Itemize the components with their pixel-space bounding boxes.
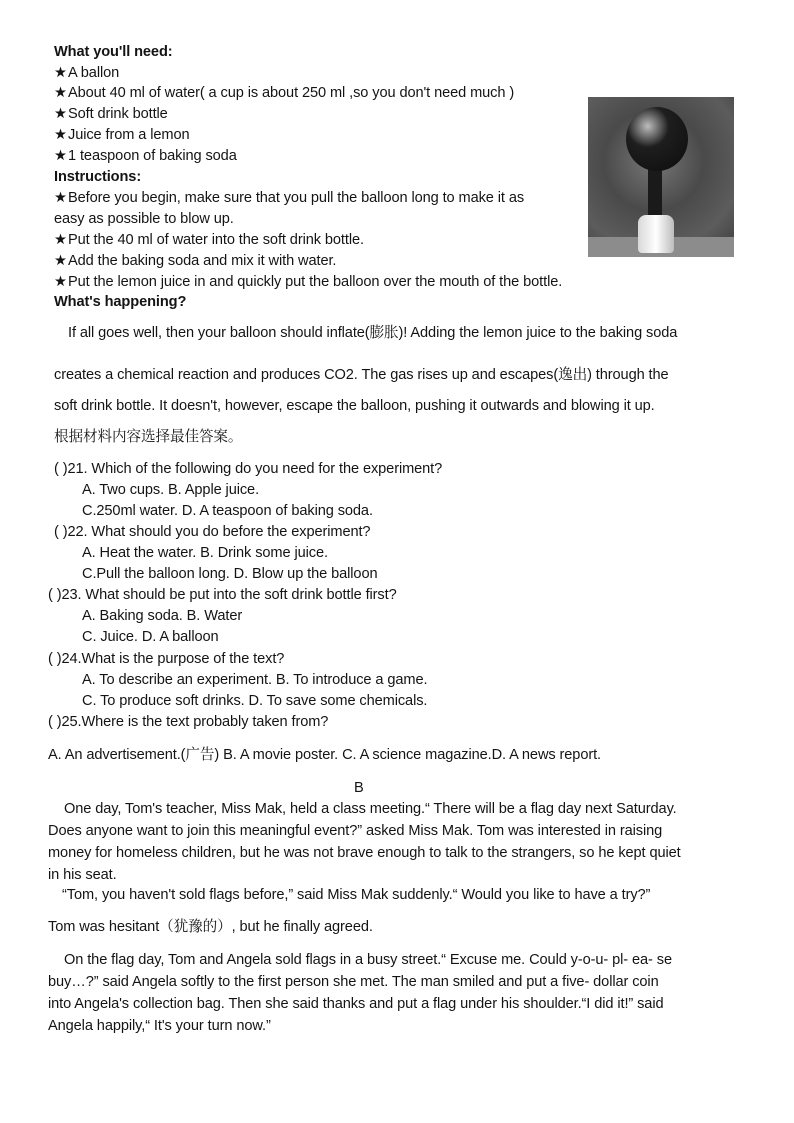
star-icon: ★ <box>54 85 67 101</box>
star-icon: ★ <box>54 253 67 269</box>
passage-b-text: in his seat. <box>48 867 117 883</box>
happening-text: If all goes well, then your balloon should inflate(膨胀)! Adding the lemon juice to the baking soda <box>68 325 678 341</box>
passage-b-text: buy…?” said Angela softly to the first person she met. The man smiled and put a five- dollar coin <box>48 974 659 990</box>
need-item: ★About 40 ml of water( a cup is about 250 ml ,so you don't need much ) <box>54 85 515 101</box>
passage-b-text: “Tom, you haven't sold flags before,” said Miss Mak suddenly.“ Would you like to have a try?” <box>62 887 651 903</box>
instruction-continuation: easy as possible to blow up. <box>54 211 234 227</box>
star-icon: ★ <box>54 65 67 81</box>
instruction-item: ★Before you begin, make sure that you pull the balloon long to make it as <box>54 190 525 206</box>
star-icon: ★ <box>54 127 67 143</box>
passage-b-text: money for homeless children, but he was not brave enough to talk to the strangers, so he kept quiet <box>48 845 681 861</box>
question-23-options: A. Baking soda. B. Water <box>82 608 243 624</box>
photo-balloon <box>626 107 688 171</box>
passage-b-text: into Angela's collection bag. Then she said thanks and put a flag under his shoulder.“I did it!” said <box>48 996 664 1012</box>
task-instruction: 根据材料内容选择最佳答案。 <box>54 429 243 445</box>
question-25: ( )25.Where is the text probably taken from? <box>48 714 329 730</box>
star-icon: ★ <box>54 232 67 248</box>
passage-b-text: Angela happily,“ It's your turn now.” <box>48 1018 271 1034</box>
happening-heading: What's happening? <box>54 294 187 310</box>
need-item: ★Soft drink bottle <box>54 106 168 122</box>
question-24-options: C. To produce soft drinks. D. To save some chemicals. <box>82 693 428 709</box>
need-item: ★A ballon <box>54 65 120 81</box>
question-21: ( )21. Which of the following do you need for the experiment? <box>54 461 443 477</box>
instruction-item: ★Put the lemon juice in and quickly put the balloon over the mouth of the bottle. <box>54 274 563 290</box>
question-25-options: A. An advertisement.(广告) B. A movie poster. C. A science magazine.D. A news report. <box>48 747 602 763</box>
star-icon: ★ <box>54 274 67 290</box>
need-item: ★Juice from a lemon <box>54 127 190 143</box>
question-21-options: C.250ml water. D. A teaspoon of baking soda. <box>82 503 373 519</box>
question-21-options: A. Two cups. B. Apple juice. <box>82 482 260 498</box>
need-item: ★1 teaspoon of baking soda <box>54 148 237 164</box>
passage-b-text: One day, Tom's teacher, Miss Mak, held a class meeting.“ There will be a flag day next Saturday. <box>64 801 677 817</box>
photo-bottle <box>638 215 674 253</box>
question-23-options: C. Juice. D. A balloon <box>82 629 219 645</box>
happening-text: soft drink bottle. It doesn't, however, escape the balloon, pushing it outwards and blowing it up. <box>54 398 655 414</box>
passage-b-text: Tom was hesitant（犹豫的）, but he finally agreed. <box>48 919 373 935</box>
star-icon: ★ <box>54 190 67 206</box>
question-24-options: A. To describe an experiment. B. To introduce a game. <box>82 672 428 688</box>
star-icon: ★ <box>54 148 67 164</box>
question-23: ( )23. What should be put into the soft drink bottle first? <box>48 587 397 603</box>
star-icon: ★ <box>54 106 67 122</box>
section-b-letter: B <box>354 780 364 796</box>
question-22-options: C.Pull the balloon long. D. Blow up the balloon <box>82 566 378 582</box>
question-22-options: A. Heat the water. B. Drink some juice. <box>82 545 328 561</box>
instruction-item: ★Put the 40 ml of water into the soft drink bottle. <box>54 232 364 248</box>
passage-b-text: On the flag day, Tom and Angela sold flags in a busy street.“ Excuse me. Could y-o-u- pl- ea- se <box>64 952 672 968</box>
question-22: ( )22. What should you do before the experiment? <box>54 524 371 540</box>
passage-b-text: Does anyone want to join this meaningful event?” asked Miss Mak. Tom was interested in raising <box>48 823 663 839</box>
instruction-item: ★Add the baking soda and mix it with water. <box>54 253 337 269</box>
balloon-bottle-photo <box>588 97 734 257</box>
need-heading: What you'll need: <box>54 44 173 60</box>
question-24: ( )24.What is the purpose of the text? <box>48 651 285 667</box>
instructions-heading: Instructions: <box>54 169 142 185</box>
happening-text: creates a chemical reaction and produces CO2. The gas rises up and escapes(逸出) through the <box>54 367 669 383</box>
